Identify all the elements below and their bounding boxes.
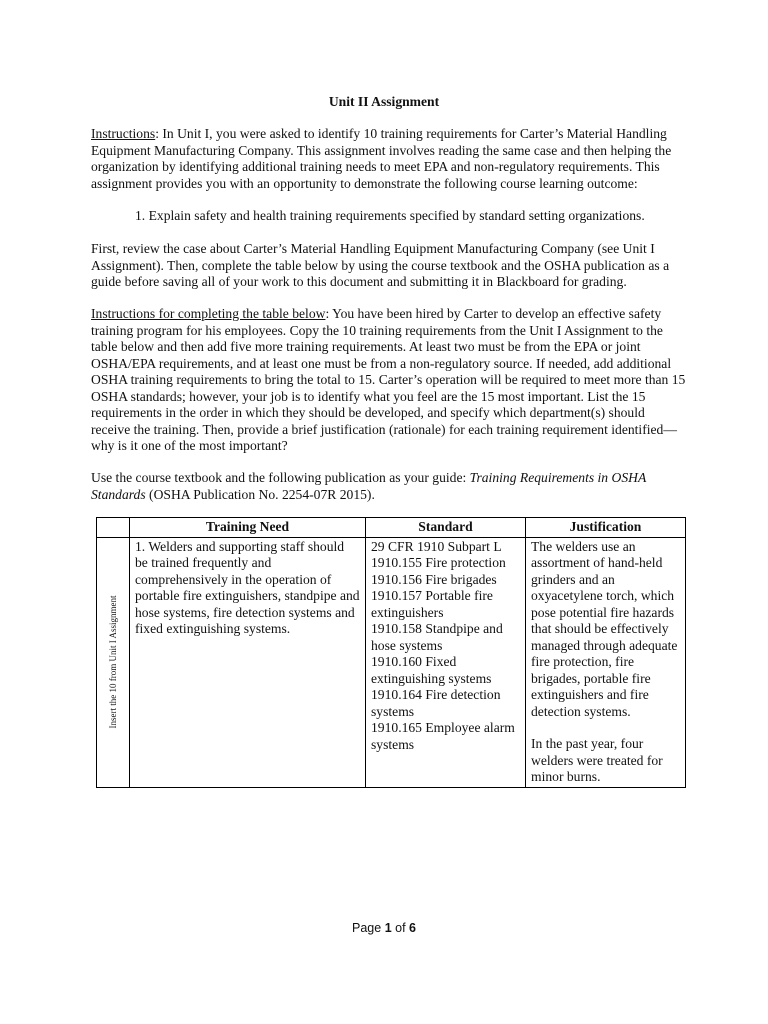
footer-current-page: 1 [384,921,392,935]
table-header-justification: Justification [526,518,686,538]
footer-total-pages: 6 [409,921,416,935]
side-label: Insert the 10 from Unit I Assignment [108,595,118,729]
justification-paragraph: In the past year, four welders were treated for minor burns. [531,736,663,784]
standard-line: 1910.160 Fixed extinguishing systems [371,654,492,686]
standard-line: 29 CFR 1910 Subpart L [371,538,502,554]
standard-line: 1910.157 Portable fire extinguishers [371,588,493,620]
standard-line: 1910.158 Standpipe and hose systems [371,621,503,653]
footer-page-word: Page [352,921,385,935]
instructions-label: Instructions [91,126,156,141]
instructions-paragraph [91,126,687,192]
table-header-training-need: Training Need [130,518,366,538]
instructions-text: : In Unit I, you were asked to identify 10 training requirements for Carter’s Material Handling Equipment Manufacturing Company. This assignment involves reading the same case and then helping the organization by identifying additional training needs to meet EPA and non-regulatory requirements. This assignment provides you with an opportunity to demonstrate the following course learning outcome: [91,126,672,191]
guide-publication-title: Training Requirements in OSHA Standards [91,470,646,502]
training-requirements-table [96,517,686,788]
standard-line: 1910.164 Fire detection systems [371,687,501,719]
training-need-cell: 1. Welders and supporting staff should be trained frequently and comprehensively in the operation of portable fire extinguishers, standpipe and hose systems, fire detection systems and fixed extinguishing systems. [130,537,366,787]
standard-line: 1910.165 Employee alarm systems [371,720,515,752]
table-row [97,537,686,787]
table-instructions-label: Instructions for completing the table below [91,306,326,321]
guide-suffix: (OSHA Publication No. 2254-07R 2015). [145,486,375,502]
page-title: Unit II Assignment [328,94,440,109]
guide-prefix: Use the course textbook and the following publication as your guide: [91,470,470,485]
learning-outcome: 1. Explain safety and health training requirements specified by standard setting organizations. [135,208,645,223]
table-header-row [97,518,686,538]
footer-of-word: of [391,921,410,935]
table-header-blank [97,518,130,538]
table-instructions-paragraph [91,306,687,455]
justification-paragraph: The welders use an assortment of hand-held grinders and an oxyacetylene torch, which pose potential fire hazards that should be effectively managed through adequate fire protection, fire brigades, portable fire extinguishers and fire detection systems. [531,538,678,719]
standard-line: 1910.155 Fire protection [371,555,506,570]
guide-paragraph [91,470,687,503]
first-paragraph: First, review the case about Carter’s Material Handling Equipment Manufacturing Company (see Unit I Assignment). Then, complete the table below by using the course textbook and the OSHA publication as a guide before saving all of your work to this document and submitting it in Blackboard for grading. [91,241,670,289]
side-label-cell [97,537,130,787]
table-instructions-text: : You have been hired by Carter to develop an effective safety training program for his employees. Copy the 10 training requirements from the Unit I Assignment to the table below and then add five more training requirements. At least two must be from the EPA or joint OSHA/EPA requirements, and at least one must be from a non-regulatory source. If needed, add additional OSHA training requirements to bring the total to 15. Carter’s operation will be required to meet more than 15 OSHA standards; however, your job is to identify what you feel are the 15 most important. List the 15 requirements in the order in which they should be developed, and specify which department(s) should receive the training. Then, provide a brief justification (rationale) for each training requirement identified—why is it one of the most important? [91,306,686,453]
standard-line: 1910.156 Fire brigades [371,571,497,587]
page-footer [0,920,768,937]
justification-cell [526,537,686,787]
table-header-standard: Standard [366,518,526,538]
standard-cell [366,537,526,787]
